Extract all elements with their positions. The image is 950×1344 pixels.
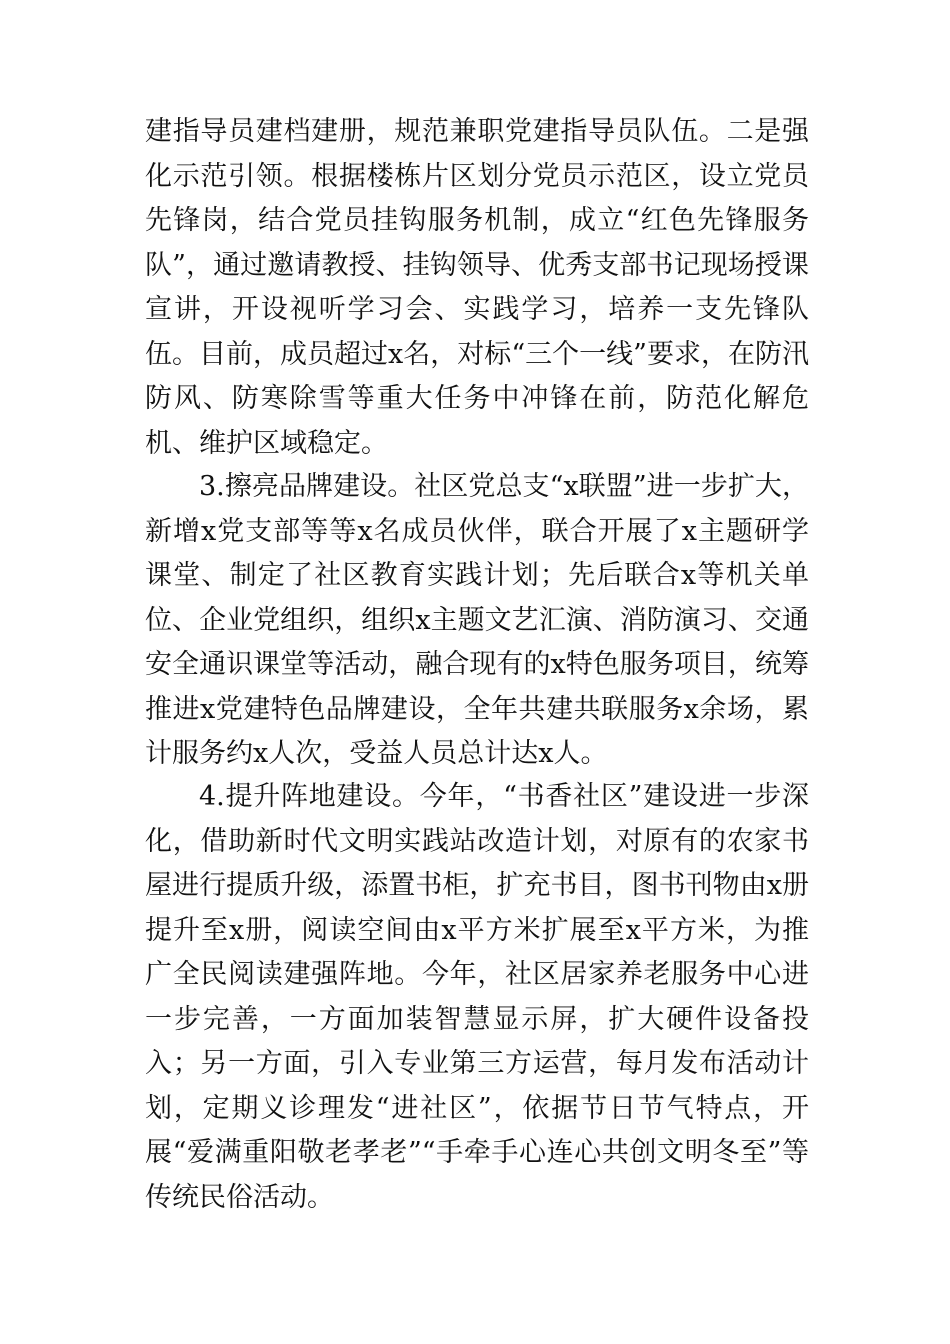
paragraph-item-4-position-building: 4.提升阵地建设。今年，“书香社区”建设进一步深化，借助新时代文明实践站改造计划，对原有的农家书屋进行提质升级，添置书柜，扩充书目，图书刊物由x册提升至x册，阅读空间由x平方米扩展至x平方米，为推广全民阅读建强阵地。今年，社区居家养老服务中心进一步完善，一方面加装智慧显示屏，扩大硬件设备投入；另一方面，引入专业第三方运营，每月发布活动计划，定期义诊理发“进社区”，依据节日节气特点，开展“爱满重阳敬老孝老”“手牵手心连心共创文明冬至”等传统民俗活动。 [145, 781, 809, 1213]
paragraph-continued: 建指导员建档建册，规范兼职党建指导员队伍。二是强化示范引领。根据楼栋片区划分党员示范区，设立党员先锋岗，结合党员挂钩服务机制，成立“红色先锋服务队”，通过邀请教授、挂钩领导、优秀支部书记现场授课宣讲，开设视听学习会、实践学习，培养一支先锋队伍。目前，成员超过x名，对标“三个一线”要求，在防汛防风、防寒除雪等重大任务中冲锋在前，防范化解危机、维护区域稳定。 [145, 116, 809, 459]
paragraph-item-3-brand-building: 3.擦亮品牌建设。社区党总支“x联盟”进一步扩大，新增x党支部等等x名成员伙伴，联合开展了x主题研学课堂、制定了社区教育实践计划；先后联合x等机关单位、企业党组织，组织x主题文艺汇演、消防演习、交通安全通识课堂等活动，融合现有的x特色服务项目，统筹推进x党建特色品牌建设，全年共建共联服务x余场，累计服务约x人次，受益人员总计达x人。 [145, 471, 809, 769]
